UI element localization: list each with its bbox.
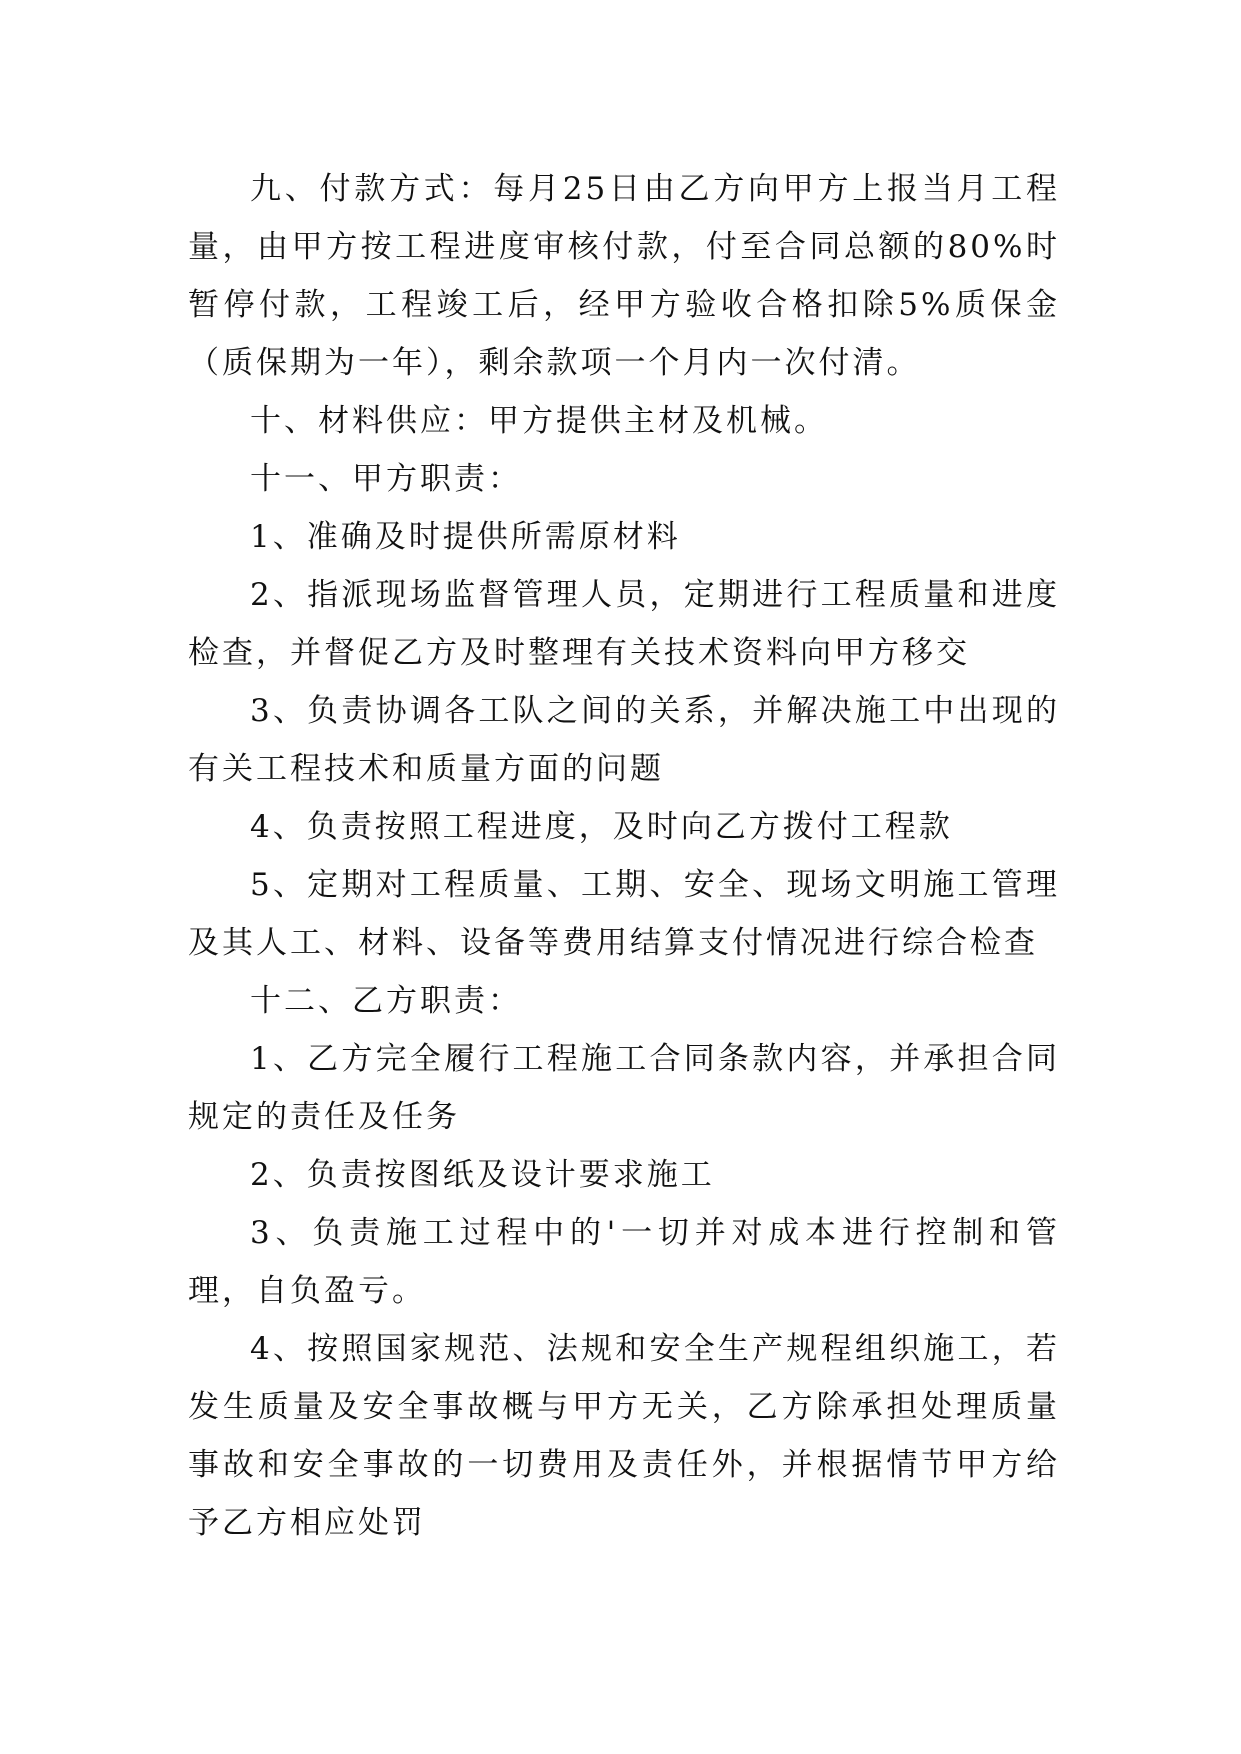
list-item: 4、按照国家规范、法规和安全生产规程组织施工，若发生质量及安全事故概与甲方无关，乙方除承担处理质量事故和安全事故的一切费用及责任外，并根据情节甲方给予乙方相应处罚 xyxy=(188,1331,1060,1541)
list-item: 3、负责协调各工队之间的关系，并解决施工中出现的有关工程技术和质量方面的问题 xyxy=(188,693,1060,787)
paragraph-payment-method: 九、付款方式：每月25日由乙方向甲方上报当月工程量，由甲方按工程进度审核付款，付至合同总额的80%时暂停付款，工程竣工后，经甲方验收合格扣除5%质保金（质保期为一年），剩余款项一个月内一次付清。 xyxy=(188,171,1060,381)
list-item: 5、定期对工程质量、工期、安全、现场文明施工管理及其人工、材料、设备等费用结算支付情况进行综合检查 xyxy=(188,867,1060,961)
heading-party-a-duties: 十一、甲方职责： xyxy=(250,461,522,497)
document-body xyxy=(188,160,1060,1552)
list-item: 2、指派现场监督管理人员，定期进行工程质量和进度检查，并督促乙方及时整理有关技术资料向甲方移交 xyxy=(188,577,1060,671)
list-item: 2、负责按图纸及设计要求施工 xyxy=(250,1157,715,1193)
list-item: 4、负责按照工程进度，及时向乙方拨付工程款 xyxy=(250,809,953,845)
heading-party-b-duties: 十二、乙方职责： xyxy=(250,983,522,1019)
list-item: 1、乙方完全履行工程施工合同条款内容，并承担合同规定的责任及任务 xyxy=(188,1041,1060,1135)
list-item: 3、负责施工过程中的'一切并对成本进行控制和管理，自负盈亏。 xyxy=(188,1215,1060,1309)
paragraph-material-supply: 十、材料供应：甲方提供主材及机械。 xyxy=(250,403,828,439)
list-item: 1、准确及时提供所需原材料 xyxy=(250,519,681,555)
